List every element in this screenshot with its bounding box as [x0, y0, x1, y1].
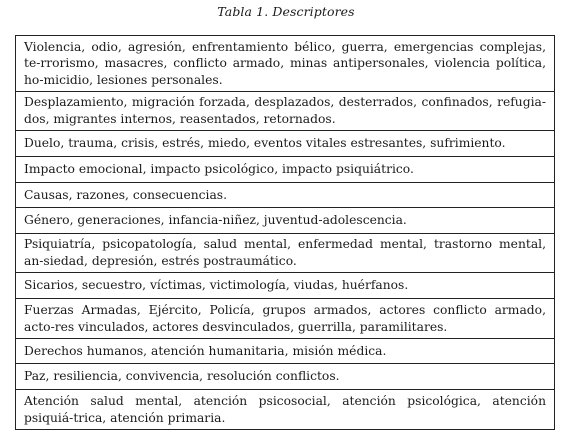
table-row — [16, 91, 554, 130]
table-row — [16, 389, 554, 429]
row-text: Impacto emocional, impacto psicológico, impacto psiquiátrico. — [24, 162, 414, 177]
row-text: Derechos humanos, atención humanitaria, misión médica. — [24, 343, 387, 358]
table-row — [16, 36, 554, 91]
row-text: Atención salud mental, atención psicosocial, atención psicológica, atención psiquiá-trica, atención primaria. — [24, 393, 546, 425]
descriptors-table — [15, 35, 555, 430]
row-text: Paz, resiliencia, convivencia, resolución conflictos. — [24, 369, 340, 384]
row-text: Fuerzas Armadas, Ejército, Policía, grupos armados, actores conflicto armado, acto-res vinculados, actores desvinculados, guerrilla, paramilitares. — [24, 302, 546, 334]
table-row — [16, 130, 554, 156]
row-text: Sicarios, secuestro, víctimas, victimología, viudas, huérfanos. — [24, 278, 409, 293]
table-row — [16, 233, 554, 272]
table-row — [16, 182, 554, 207]
row-text: Psiquiatría, psicopatología, salud mental, enfermedad mental, trastorno mental, an-siedad, depresión, estrés postraumático. — [24, 237, 546, 268]
table-row — [16, 272, 554, 298]
row-text: Duelo, trauma, crisis, estrés, miedo, eventos vitales estresantes, sufrimiento. — [24, 136, 506, 151]
table-row — [16, 156, 554, 182]
row-text: Género, generaciones, infancia-niñez, juventud-adolescencia. — [24, 213, 407, 228]
table-row — [16, 298, 554, 338]
table-row — [16, 338, 554, 363]
table-row — [16, 363, 554, 389]
row-text: Desplazamiento, migración forzada, desplazados, desterrados, confinados, refugia-dos, migrantes internos, reasentados, retornados. — [24, 95, 546, 126]
row-text: Causas, razones, consecuencias. — [24, 187, 228, 202]
table-row — [16, 207, 554, 233]
row-text: Violencia, odio, agresión, enfrentamiento bélico, guerra, emergencias complejas, te-rrorismo, masacres, conflicto armado, minas antipersonales, violencia política, ho-micidio, lesiones personales. — [24, 39, 546, 87]
table-caption: Tabla 1. Descriptores — [217, 4, 355, 19]
